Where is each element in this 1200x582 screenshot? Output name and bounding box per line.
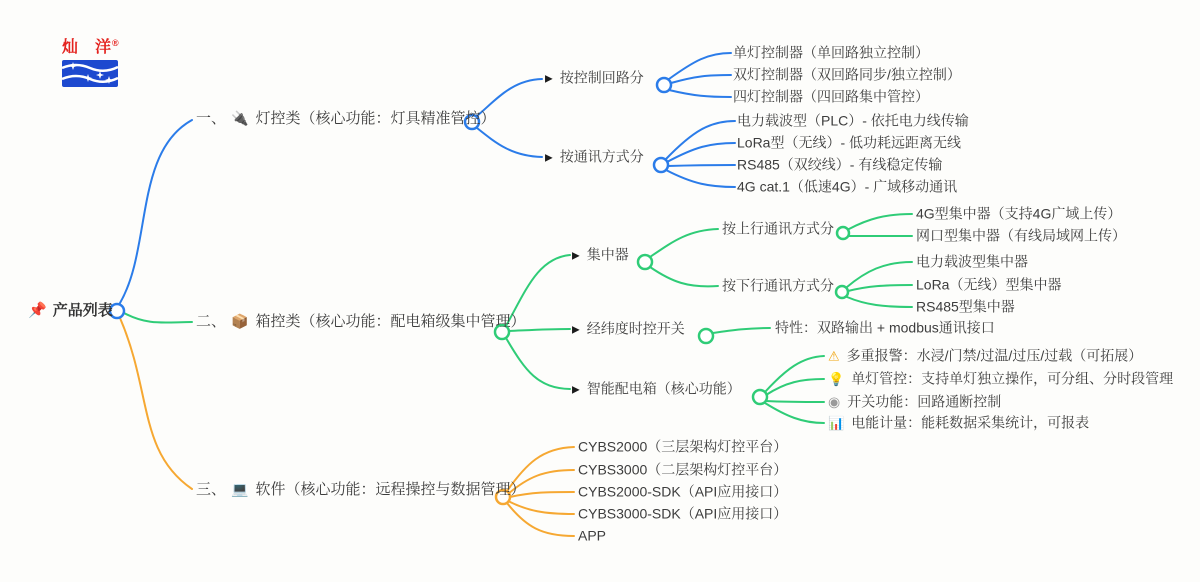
branch-box-control[interactable] bbox=[196, 313, 525, 331]
leaf-label: 多重报警：水浸/门禁/过温/过压/过载（可拓展） bbox=[846, 347, 1143, 364]
package-icon: 📦 bbox=[231, 313, 249, 329]
leaf-label: 电力载波型（PLC）- 依托电力线传输 bbox=[737, 112, 969, 129]
leaf-label: 单灯控制器（单回路独立控制） bbox=[733, 44, 929, 61]
logo-wordmark bbox=[62, 34, 119, 57]
company-logo bbox=[62, 34, 119, 87]
leaf-label: CYBS2000-SDK（API应用接口） bbox=[578, 483, 788, 500]
handle-concentrator[interactable] bbox=[638, 255, 652, 269]
group-control-loop[interactable] bbox=[545, 70, 644, 87]
subgroup-label: 按上行通讯方式分 bbox=[722, 220, 834, 237]
branch3-number: 三、 bbox=[196, 481, 227, 498]
leaf-label: CYBS3000-SDK（API应用接口） bbox=[578, 505, 788, 522]
branch1-number: 一、 bbox=[196, 110, 227, 127]
leaf-cybs2000-sdk[interactable] bbox=[578, 484, 787, 501]
collapse-triangle-icon: ▶ bbox=[572, 250, 580, 262]
leaf-label: 双灯控制器（双回路同步/独立控制） bbox=[733, 66, 961, 83]
leaf-plc-concentrator[interactable] bbox=[916, 254, 1028, 271]
leaf-label: 单灯管控：支持单灯独立操作，可分组、分时段管理 bbox=[851, 370, 1174, 387]
group-comm-mode-label: 按通讯方式分 bbox=[559, 148, 644, 165]
collapse-triangle-icon: ▶ bbox=[572, 384, 580, 396]
logo-char-right: 洋 bbox=[95, 39, 112, 56]
leaf-switch-function[interactable] bbox=[828, 394, 1001, 411]
leaf-timer-switch-feature[interactable] bbox=[775, 320, 995, 337]
leaf-label: CYBS3000（二层架构灯控平台） bbox=[578, 461, 788, 478]
leaf-cybs3000-sdk[interactable] bbox=[578, 506, 787, 523]
branch3-title: 软件（核心功能：远程操控与数据管理） bbox=[255, 481, 526, 498]
handle-timer-switch[interactable] bbox=[699, 329, 713, 343]
leaf-label: 四灯控制器（四回路集中管控） bbox=[733, 88, 929, 105]
leaf-rs485-type[interactable] bbox=[737, 157, 942, 174]
subgroup-uplink-comm[interactable] bbox=[722, 221, 834, 238]
leaf-label: 电力载波型集中器 bbox=[916, 253, 1028, 270]
group-timer-switch-label: 经纬度时控开关 bbox=[586, 320, 685, 337]
leaf-label: 4G cat.1（低速4G）- 广域移动通讯 bbox=[737, 178, 958, 195]
leaf-lora-type[interactable] bbox=[737, 135, 961, 152]
leaf-label: 特性：双路输出 + modbus通讯接口 bbox=[775, 319, 995, 336]
switch-circle-icon: ◉ bbox=[828, 393, 841, 410]
branch-software[interactable] bbox=[196, 481, 525, 499]
subgroup-label: 按下行通讯方式分 bbox=[722, 277, 834, 294]
light-bulb-icon: 💡 bbox=[828, 371, 845, 387]
leaf-label: 4G型集中器（支持4G广域上传） bbox=[916, 205, 1122, 222]
logo-char-left: 灿 bbox=[62, 39, 79, 56]
group-control-loop-label: 按控制回路分 bbox=[559, 69, 644, 86]
group-concentrator-label: 集中器 bbox=[586, 246, 629, 263]
leaf-plc-type[interactable] bbox=[737, 113, 969, 130]
collapse-triangle-icon: ▶ bbox=[545, 152, 553, 164]
group-comm-mode[interactable] bbox=[545, 149, 644, 166]
leaf-4g-cat1-type[interactable] bbox=[737, 179, 957, 196]
subgroup-downlink-comm[interactable] bbox=[722, 278, 834, 295]
logo-flag-icon bbox=[62, 60, 118, 87]
branch2-title: 箱控类（核心功能：配电箱级集中管理） bbox=[255, 313, 526, 330]
handle-uplink[interactable] bbox=[837, 227, 849, 239]
leaf-app[interactable] bbox=[578, 528, 606, 545]
leaf-label: 开关功能：回路通断控制 bbox=[847, 393, 1002, 410]
pushpin-icon: 📌 bbox=[28, 302, 47, 319]
branch1-title: 灯控类（核心功能：灯具精准管控） bbox=[255, 110, 496, 127]
leaf-rs485-concentrator[interactable] bbox=[916, 299, 1015, 316]
leaf-label: CYBS2000（三层架构灯控平台） bbox=[578, 438, 788, 455]
handle-group-control-loop[interactable] bbox=[657, 78, 671, 92]
root-node-product-list[interactable] bbox=[28, 302, 113, 320]
leaf-label: RS485（双绞线）- 有线稳定传输 bbox=[737, 156, 943, 173]
warning-icon: ⚠ bbox=[828, 348, 840, 364]
leaf-lora-concentrator[interactable] bbox=[916, 277, 1061, 294]
bar-chart-icon: 📊 bbox=[828, 415, 845, 431]
leaf-single-lamp-controller[interactable] bbox=[733, 45, 929, 62]
leaf-label: 网口型集中器（有线局域网上传） bbox=[916, 227, 1126, 244]
group-concentrator[interactable] bbox=[572, 247, 629, 264]
handle-downlink[interactable] bbox=[836, 286, 848, 298]
leaf-label: LoRa型（无线）- 低功耗远距离无线 bbox=[737, 134, 962, 151]
leaf-cybs2000[interactable] bbox=[578, 439, 787, 456]
branch2-number: 二、 bbox=[196, 313, 227, 330]
leaf-quad-lamp-controller[interactable] bbox=[733, 89, 929, 106]
root-label: 产品列表 bbox=[52, 302, 113, 319]
registered-trademark-icon: ® bbox=[112, 37, 119, 48]
collapse-triangle-icon: ▶ bbox=[572, 324, 580, 336]
leaf-cybs3000[interactable] bbox=[578, 462, 787, 479]
leaf-label: LoRa（无线）型集中器 bbox=[916, 276, 1062, 293]
handle-group-comm-mode[interactable] bbox=[654, 158, 668, 172]
group-timer-switch[interactable] bbox=[572, 321, 685, 338]
handle-smart-box[interactable] bbox=[753, 390, 767, 404]
computer-icon: 💻 bbox=[231, 481, 249, 497]
group-smart-distribution-box[interactable] bbox=[572, 381, 741, 398]
leaf-label: RS485型集中器 bbox=[916, 298, 1015, 315]
plug-icon: 🔌 bbox=[231, 110, 249, 126]
leaf-ethernet-concentrator[interactable] bbox=[916, 228, 1126, 245]
leaf-single-lamp-management[interactable] bbox=[828, 371, 1173, 388]
leaf-multi-alarm[interactable] bbox=[828, 348, 1142, 365]
leaf-4g-concentrator[interactable] bbox=[916, 206, 1121, 223]
branch-light-control[interactable] bbox=[196, 110, 495, 128]
collapse-triangle-icon: ▶ bbox=[545, 73, 553, 85]
leaf-dual-lamp-controller[interactable] bbox=[733, 67, 961, 84]
leaf-label: APP bbox=[578, 527, 607, 544]
group-smart-box-label: 智能配电箱（核心功能） bbox=[586, 380, 741, 397]
leaf-energy-metering[interactable] bbox=[828, 415, 1089, 432]
leaf-label: 电能计量：能耗数据采集统计，可报表 bbox=[851, 414, 1090, 431]
